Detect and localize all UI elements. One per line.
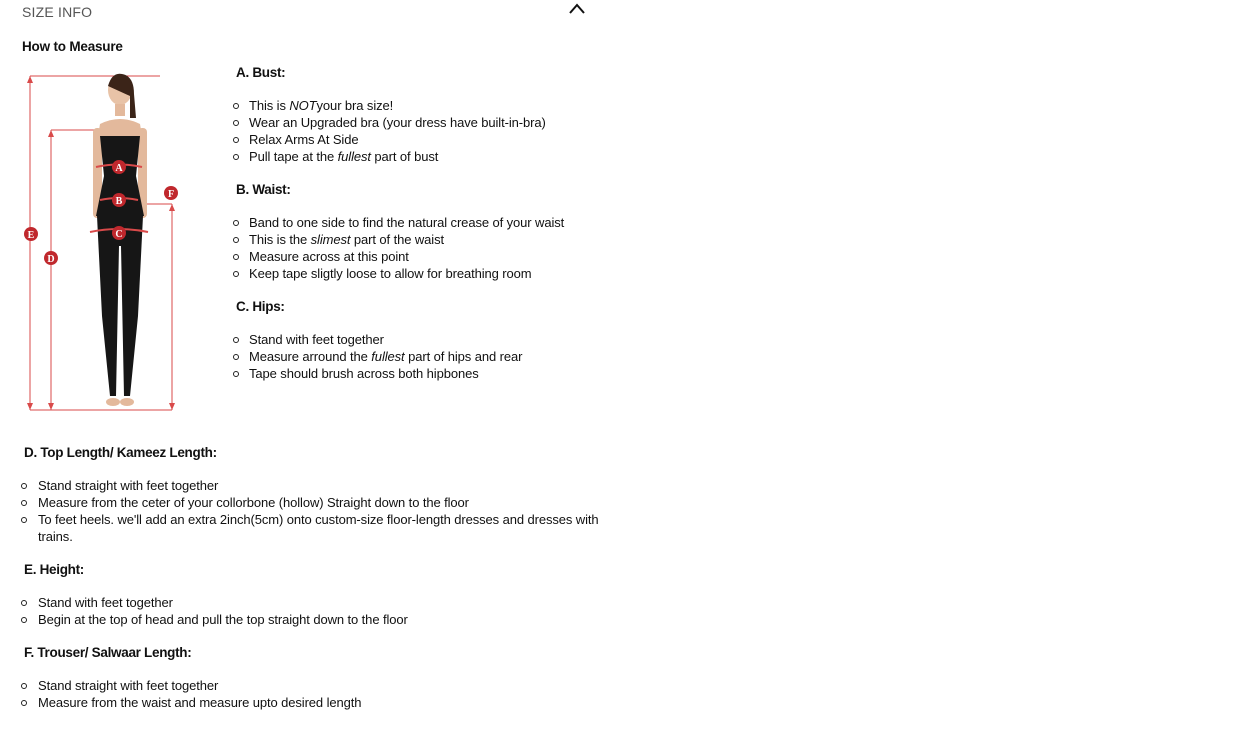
- trouser-length-title: F. Trouser/ Salwaar Length:: [24, 645, 192, 660]
- list-item: Measure across at this point: [232, 248, 602, 265]
- list-item: Band to one side to find the natural crease of your waist: [232, 214, 602, 231]
- list-item: Measure from the waist and measure upto desired length: [20, 694, 600, 711]
- size-info-header[interactable]: [0, 0, 600, 24]
- marker-c: [112, 226, 126, 240]
- how-to-measure-title: How to Measure: [22, 39, 123, 54]
- list-item: Pull tape at the fullest part of bust: [232, 148, 602, 165]
- list-item: Stand straight with feet together: [20, 477, 600, 494]
- trouser-length-list: [20, 677, 600, 711]
- svg-text:F: F: [167, 189, 175, 200]
- list-item: Measure arround the fullest part of hips and rear: [232, 348, 602, 365]
- bust-list: [232, 97, 602, 165]
- list-item: Begin at the top of head and pull the top straight down to the floor: [20, 611, 600, 628]
- svg-text:C: C: [115, 229, 123, 240]
- waist-list: [232, 214, 602, 282]
- measurement-figure: [20, 66, 210, 418]
- marker-e: [24, 227, 38, 241]
- measure-column-abc: [232, 64, 602, 398]
- list-item: Stand with feet together: [20, 594, 600, 611]
- svg-text:E: E: [27, 230, 35, 241]
- size-info-title: SIZE INFO: [22, 4, 93, 20]
- list-item: Tape should brush across both hipbones: [232, 365, 602, 382]
- list-item: Stand straight with feet together: [20, 677, 600, 694]
- top-length-list: [20, 477, 600, 545]
- list-item: This is the slimest part of the waist: [232, 231, 602, 248]
- waist-title: B. Waist:: [236, 182, 291, 197]
- marker-d: [44, 251, 58, 265]
- list-item: This is NOTyour bra size!: [232, 97, 602, 114]
- list-item: Stand with feet together: [232, 331, 602, 348]
- list-item: Measure from the ceter of your collorbone (hollow) Straight down to the floor: [20, 494, 600, 511]
- list-item: Keep tape sligtly loose to allow for breathing room: [232, 265, 602, 282]
- marker-b: [112, 193, 126, 207]
- top-length-title: D. Top Length/ Kameez Length:: [24, 445, 217, 460]
- marker-a: [112, 160, 126, 174]
- list-item: Relax Arms At Side: [232, 131, 602, 148]
- hips-title: C. Hips:: [236, 299, 285, 314]
- measure-column-def: [20, 444, 600, 727]
- svg-text:D: D: [47, 254, 55, 265]
- svg-text:B: B: [115, 196, 123, 207]
- marker-f: [164, 186, 178, 200]
- list-item: To feet heels. we'll add an extra 2inch(5cm) onto custom-size floor-length dresses and dresses with trains.: [20, 511, 600, 545]
- list-item: Wear an Upgraded bra (your dress have built-in-bra): [232, 114, 602, 131]
- height-title: E. Height:: [24, 562, 84, 577]
- hips-list: [232, 331, 602, 382]
- height-list: [20, 594, 600, 628]
- svg-text:A: A: [115, 163, 123, 174]
- bust-title: A. Bust:: [236, 65, 286, 80]
- chevron-up-icon[interactable]: [566, 0, 588, 18]
